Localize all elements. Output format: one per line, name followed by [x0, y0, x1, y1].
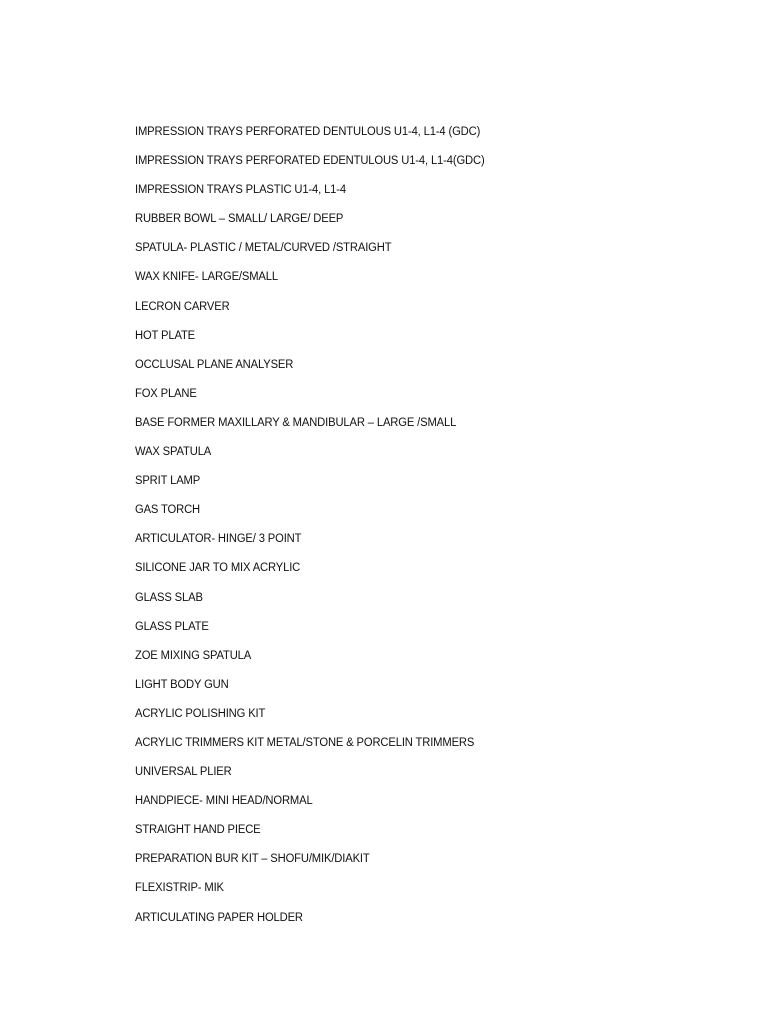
list-item: ACRYLIC POLISHING KIT [135, 705, 266, 720]
list-item: IMPRESSION TRAYS PERFORATED DENTULOUS U1-4, L1-4 (GDC) [135, 124, 481, 138]
list-item: GLASS PLATE [135, 618, 209, 633]
list-item: FLEXISTRIP- MIK [135, 880, 224, 895]
list-item: UNIVERSAL PLIER [135, 764, 232, 779]
list-item: FOX PLANE [135, 385, 197, 400]
list-item: OCCLUSAL PLANE ANALYSER [135, 356, 294, 371]
list-item: ZOE MIXING SPATULA [135, 647, 252, 662]
list-item: LIGHT BODY GUN [135, 676, 229, 691]
list-item: ARTICULATING PAPER HOLDER [135, 909, 303, 924]
list-item: WAX KNIFE- LARGE/SMALL [135, 269, 278, 284]
list-item: IMPRESSION TRAYS PERFORATED EDENTULOUS U1-4, L1-4(GDC) [135, 153, 485, 168]
list-item: GAS TORCH [135, 502, 201, 517]
list-item: BASE FORMER MAXILLARY & MANDIBULAR – LARGE /SMALL [135, 414, 457, 429]
list-item: IMPRESSION TRAYS PLASTIC U1-4, L1-4 [135, 182, 346, 197]
list-item: HANDPIECE- MINI HEAD/NORMAL [135, 793, 313, 808]
list-item: ACRYLIC TRIMMERS KIT METAL/STONE & PORCELIN TRIMMERS [135, 734, 475, 749]
list-item: ARTICULATOR- HINGE/ 3 POINT [135, 531, 302, 546]
list-item: WAX SPATULA [135, 444, 212, 459]
list-item: PREPARATION BUR KIT – SHOFU/MIK/DIAKIT [135, 851, 370, 866]
list-item: RUBBER BOWL – SMALL/ LARGE/ DEEP [135, 211, 344, 226]
list-item: LECRON CARVER [135, 298, 230, 313]
list-item: SPRIT LAMP [135, 473, 201, 488]
list-item: STRAIGHT HAND PIECE [135, 822, 261, 837]
list-item: SILICONE JAR TO MIX ACRYLIC [135, 560, 301, 575]
list-item: HOT PLATE [135, 327, 196, 342]
list-item: SPATULA- PLASTIC / METAL/CURVED /STRAIGHT [135, 240, 392, 255]
list-item: GLASS SLAB [135, 589, 203, 604]
instrument-list [135, 122, 515, 937]
